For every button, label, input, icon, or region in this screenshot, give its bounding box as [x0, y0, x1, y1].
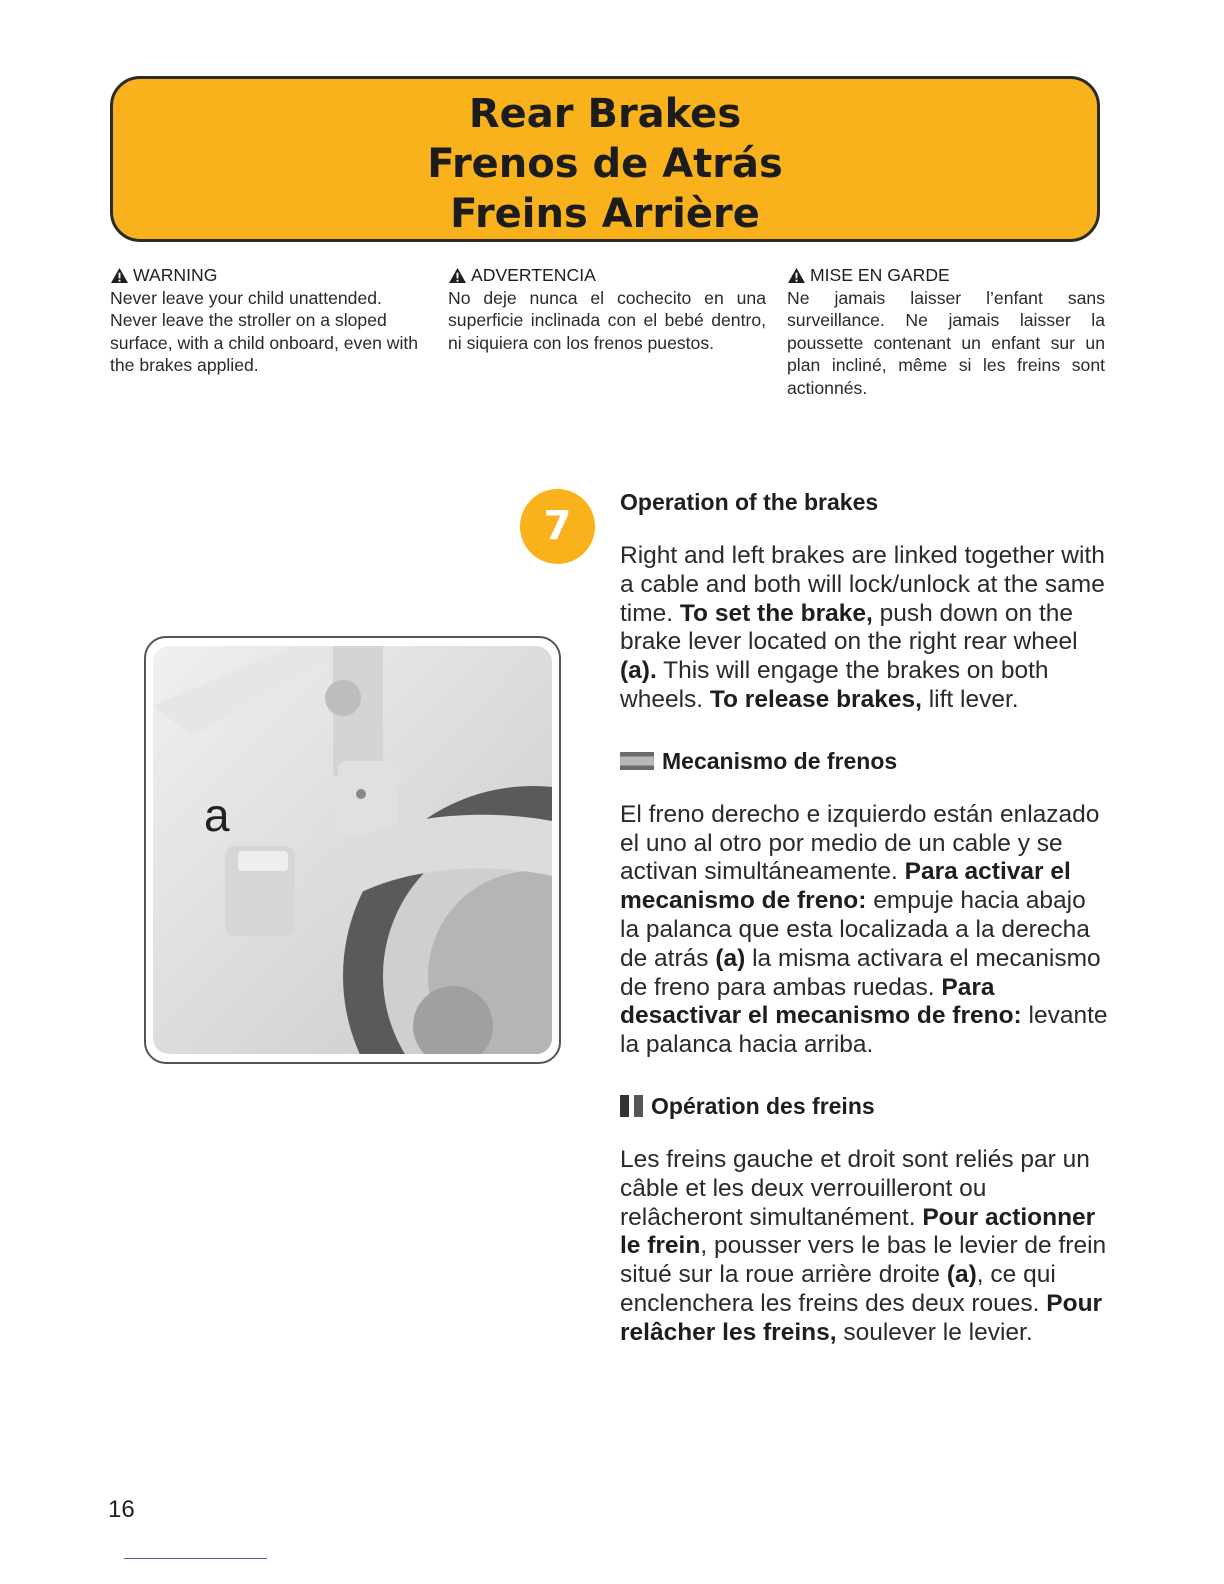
warning-triangle-icon [787, 267, 806, 284]
warning-title: WARNING [133, 265, 218, 285]
warning-triangle-icon [448, 267, 467, 284]
france-flag-icon [620, 1095, 643, 1117]
page-number: 16 [108, 1496, 135, 1523]
title-banner [110, 76, 1100, 242]
warning-text: Ne jamais laisser l’enfant sans surveillance. Ne jamais laisser la poussette contenant un enfant sur un plan incliné, même si les freins sont actionnés. [787, 287, 1105, 398]
section-body-french: Les freins gauche et droit sont reliés par un câble et les deux verrouilleront ou relâcheront simultanément. Pour actionner le frein, pousser vers le bas le levier de frein situé sur la roue arrière droite (a), ce qui enclenchera les freins des deux roues. Pour relâcher les freins, soulever le levier. [620, 1145, 1107, 1346]
instructions-column [620, 486, 1110, 1378]
section-title-spanish: Mecanismo de frenos [620, 745, 1110, 777]
warning-triangle-icon [110, 267, 129, 284]
step-number-badge: 7 [520, 489, 595, 564]
footer-divider [124, 1558, 267, 1559]
warning-french [787, 264, 1105, 399]
section-body-spanish: El freno derecho e izquierdo están enlazado el uno al otro por medio de un cable y se activan simultáneamente. Para activar el mecanismo de freno: empuje hacia abajo la palanca que esta localizada a la derecha de atrás (a) la misma activara el mecanismo de freno para ambas ruedas. Para desactivar el mecanismo de freno: levante la palanca hacia arriba. [620, 800, 1108, 1059]
title-french: Freins Arrière [450, 191, 760, 237]
warning-spanish [448, 264, 766, 354]
warning-title: MISE EN GARDE [810, 265, 950, 285]
section-body-english: Right and left brakes are linked together with a cable and both will lock/unlock at the same time. To set the brake, push down on the brake lever located on the right rear wheel (a). This will engage the brakes on both wheels. To release brakes, lift lever. [620, 542, 1105, 713]
spain-flag-icon [620, 752, 654, 770]
warning-english [110, 264, 428, 377]
title-spanish: Frenos de Atrás [427, 141, 783, 187]
figure-label-a: a [204, 789, 230, 841]
warning-title: ADVERTENCIA [471, 265, 596, 285]
rear-wheel-brake-photo [153, 646, 552, 1054]
title-english: Rear Brakes [468, 91, 742, 137]
section-title-english: Operation of the brakes [620, 489, 879, 515]
warning-text: No deje nunca el cochecito en una superficie inclinada con el bebé dentro, ni siquiera con los frenos puestos. [448, 287, 766, 353]
section-title-french: Opération des freins [620, 1090, 1110, 1122]
brake-photo-frame [144, 636, 561, 1064]
warning-text: Never leave your child unattended. Never leave the stroller on a sloped surface, with a child onboard, even with the brakes applied. [110, 287, 419, 375]
